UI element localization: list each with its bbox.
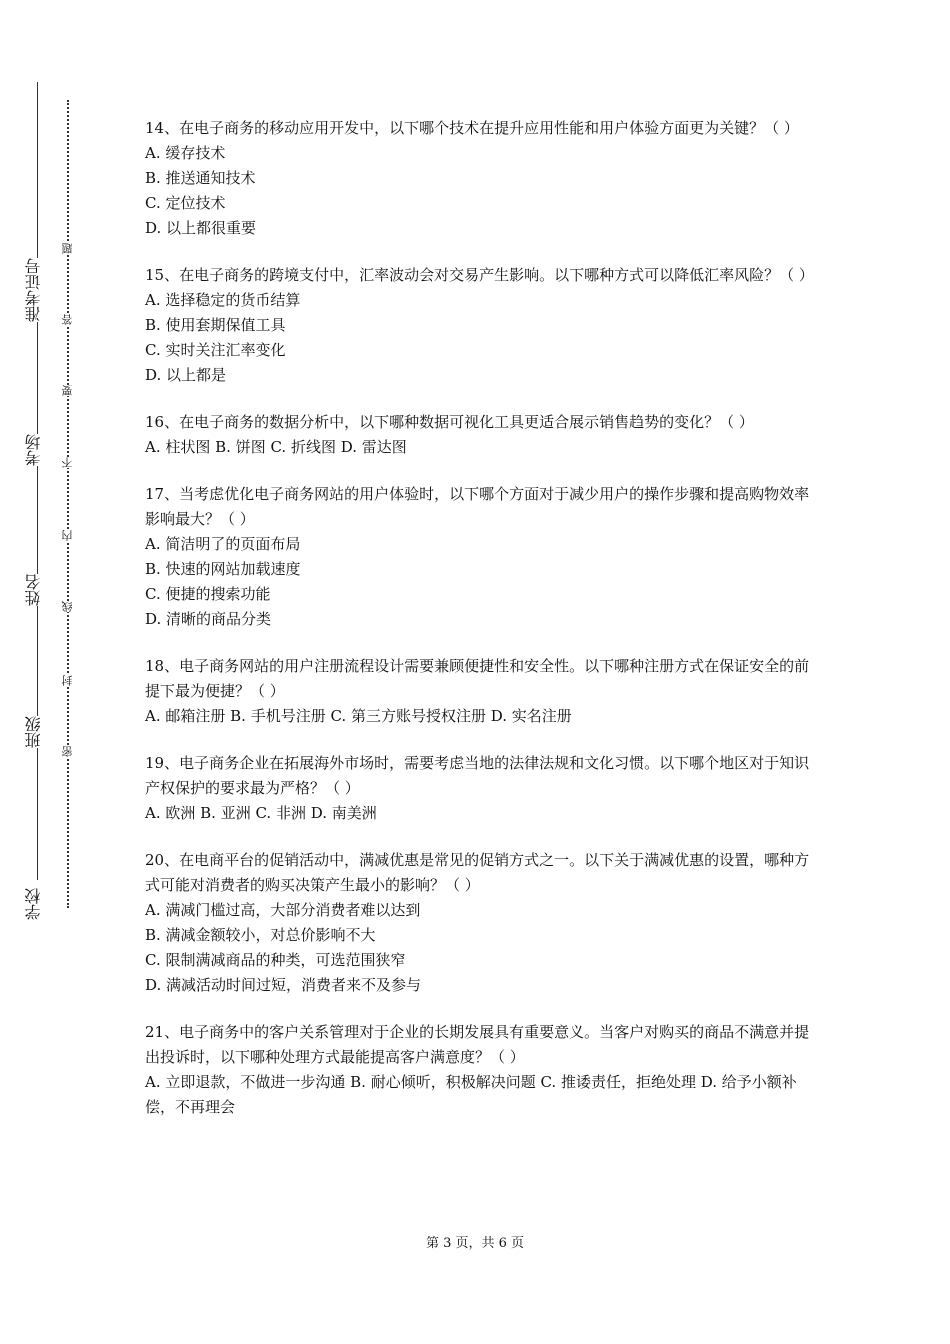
option: A. 满减门槛过高，大部分消费者难以达到 <box>145 901 421 919</box>
seal-word: 封 <box>61 675 74 686</box>
option: B. 使用套期保值工具 <box>145 316 286 334</box>
label-school: 学校 <box>22 888 54 920</box>
question-text: 17、当考虑优化电子商务网站的用户体验时，以下哪个方面对于减少用户的操作步骤和提高购物效率影响最大？（ ） <box>145 485 810 528</box>
question-text: 21、电子商务中的客户关系管理对于企业的长期发展具有重要意义。当客户对购买的商品不满意并提出投诉时，以下哪种处理方式最能提高客户满意度？（ ） <box>145 1023 810 1066</box>
seal-word: 内 <box>61 530 74 541</box>
option: D. 清晰的商品分类 <box>145 610 272 628</box>
seal-word: 答 <box>61 314 74 325</box>
question-text: 18、电子商务网站的用户注册流程设计需要兼顾便捷性和安全性。以下哪种注册方式在保证安全的前提下最为便捷？（ ） <box>145 657 810 700</box>
option: A. 缓存技术 <box>145 144 226 162</box>
label-name: 姓名 <box>22 574 54 606</box>
option: B. 快速的网站加载速度 <box>145 560 301 578</box>
option: C. 便捷的搜索功能 <box>145 585 271 603</box>
option: A. 简洁明了的页面布局 <box>145 535 301 553</box>
margin-line <box>37 770 38 880</box>
question-19 <box>145 751 815 826</box>
margin-rule-top <box>37 82 38 260</box>
option: A. 邮箱注册 B. 手机号注册 C. 第三方账号授权注册 D. 实名注册 <box>145 707 572 725</box>
label-class: 班级 <box>22 716 54 748</box>
option: B. 满减金额较小，对总价影响不大 <box>145 926 376 944</box>
question-text: 20、在电商平台的促销活动中，满减优惠是常见的促销方式之一。以下关于满减优惠的设置，哪种方式可能对消费者的购买决策产生最小的影响？（ ） <box>145 851 810 894</box>
option: D. 以上都很重要 <box>145 219 257 237</box>
option: A. 立即退款，不做进一步沟通 B. 耐心倾听，积极解决问题 C. 推诿责任，拒绝处理 D. 给予小额补偿，不再理会 <box>145 1073 797 1116</box>
question-15 <box>145 263 815 388</box>
option: D. 满减活动时间过短，消费者来不及参与 <box>145 976 422 994</box>
question-21 <box>145 1020 815 1120</box>
option: A. 选择稳定的货币结算 <box>145 291 301 309</box>
margin-line <box>37 340 38 770</box>
seal-word: 不 <box>61 457 74 468</box>
question-20 <box>145 848 815 998</box>
seal-word: 线 <box>61 601 74 612</box>
option: A. 欧洲 B. 亚洲 C. 非洲 D. 南美洲 <box>145 804 377 822</box>
binding-margin <box>0 0 100 1344</box>
question-list <box>145 116 815 1142</box>
question-14 <box>145 116 815 241</box>
question-18 <box>145 654 815 729</box>
question-text: 19、电子商务企业在拓展海外市场时，需要考虑当地的法律法规和文化习惯。以下哪个地区对于知识产权保护的要求最为严格？（ ） <box>145 754 810 797</box>
page-number: 第 3 页，共 6 页 <box>425 1236 525 1251</box>
question-16 <box>145 410 815 460</box>
label-exam-id: 准考证号 <box>22 258 54 322</box>
option: C. 定位技术 <box>145 194 226 212</box>
question-text: 15、在电子商务的跨境支付中，汇率波动会对交易产生影响。以下哪种方式可以降低汇率风险？（ ） <box>145 266 814 284</box>
seal-word: 要 <box>61 385 74 396</box>
label-exam-room: 考场 <box>22 434 54 466</box>
option: A. 柱状图 B. 饼图 C. 折线图 D. 雷达图 <box>145 438 407 456</box>
option: B. 推送通知技术 <box>145 169 256 187</box>
question-text: 16、在电子商务的数据分析中，以下哪种数据可视化工具更适合展示销售趋势的变化？（ ） <box>145 413 754 431</box>
question-text: 14、在电子商务的移动应用开发中，以下哪个技术在提升应用性能和用户体验方面更为关键？（ ） <box>145 119 799 137</box>
question-17 <box>145 482 815 632</box>
seal-word: 密 <box>61 746 74 757</box>
option: D. 以上都是 <box>145 366 227 384</box>
option: C. 限制满减商品的种类，可选范围狭窄 <box>145 951 406 969</box>
option: C. 实时关注汇率变化 <box>145 341 286 359</box>
seal-word: 题 <box>61 243 74 254</box>
seal-dotted-line <box>67 100 69 908</box>
